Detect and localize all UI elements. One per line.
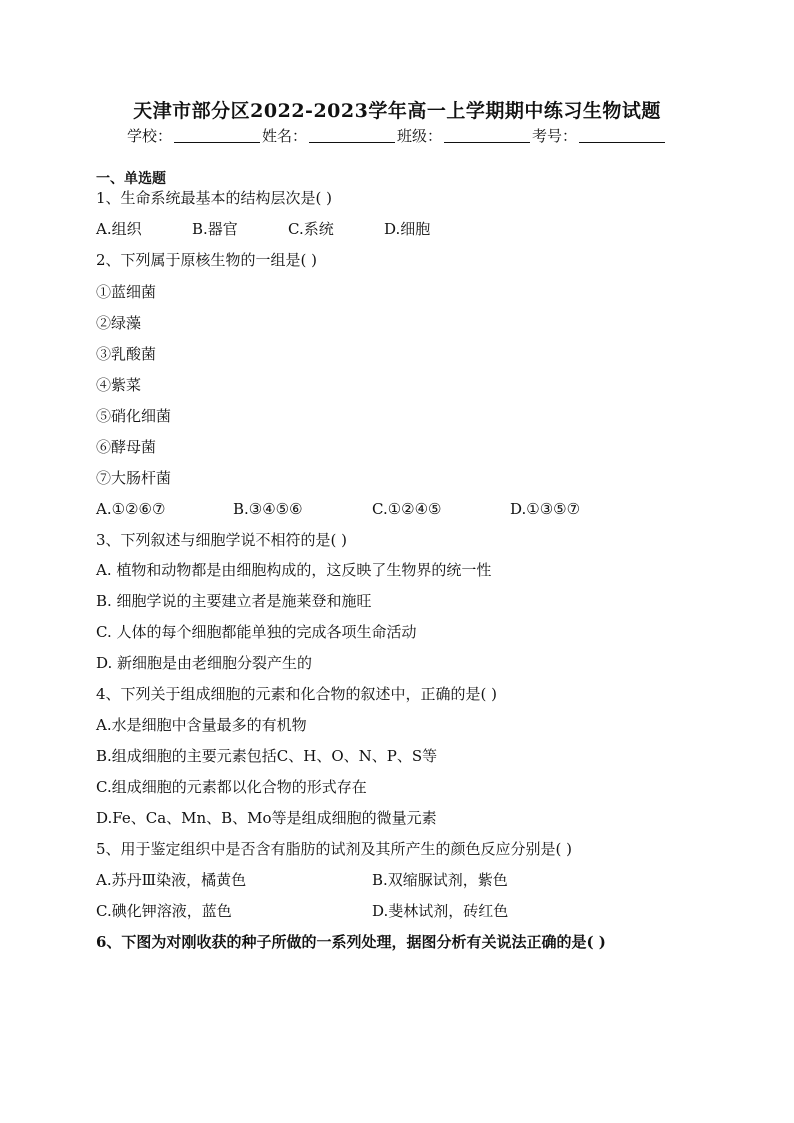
name-blank[interactable] (309, 128, 395, 143)
q2-item-1: ①蓝细菌 (96, 283, 157, 301)
q5-option-d: D.斐林试剂，砖红色 (372, 902, 509, 920)
q4-option-a: A.水是细胞中含量最多的有机物 (96, 716, 307, 734)
section-title: 一、单选题 (96, 171, 166, 187)
q2-option-a: A.①②⑥⑦ (96, 500, 166, 518)
question-3-stem: 3、下列叙述与细胞学说不相符的是( ) (96, 531, 348, 549)
q2-item-7: ⑦大肠杆菌 (96, 469, 172, 487)
exam-no-blank[interactable] (579, 128, 665, 143)
school-blank[interactable] (174, 128, 260, 143)
q2-item-2: ②绿藻 (96, 314, 142, 332)
q2-option-d: D.①③⑤⑦ (510, 500, 581, 518)
question-1-stem: 1、生命系统最基本的结构层次是( ) (96, 189, 333, 207)
question-2-stem: 2、下列属于原核生物的一组是( ) (96, 251, 318, 269)
q1-option-b: B.器官 (192, 220, 238, 238)
q3-option-b: B. 细胞学说的主要建立者是施莱登和施旺 (96, 592, 372, 610)
question-6-stem: 6、下图为对刚收获的种子所做的一系列处理，据图分析有关说法正确的是( ) (96, 933, 606, 951)
q2-option-b: B.③④⑤⑥ (233, 500, 303, 518)
q1-option-c: C.系统 (288, 220, 334, 238)
class-blank[interactable] (444, 128, 530, 143)
q5-option-c: C.碘化钾溶液，蓝色 (96, 902, 232, 920)
class-label: 班级： (397, 127, 443, 145)
question-5-stem: 5、用于鉴定组织中是否含有脂肪的试剂及其所产生的颜色反应分别是( ) (96, 840, 573, 858)
q2-option-c: C.①②④⑤ (372, 500, 442, 518)
q5-option-a: A.苏丹Ⅲ染液，橘黄色 (96, 871, 247, 889)
school-label: 学校： (126, 127, 172, 145)
q1-option-d: D.细胞 (384, 220, 431, 238)
q4-option-b: B.组成细胞的主要元素包括C、H、O、N、P、S等 (96, 747, 438, 765)
q3-option-a: A. 植物和动物都是由细胞构成的，这反映了生物界的统一性 (96, 561, 492, 579)
q4-option-c: C.组成细胞的元素都以化合物的形式存在 (96, 778, 367, 796)
q2-item-6: ⑥酵母菌 (96, 438, 157, 456)
q4-option-d: D.Fe、Ca、Mn、B、Mo等是组成细胞的微量元素 (96, 809, 437, 827)
q5-option-b: B.双缩脲试剂，紫色 (372, 871, 508, 889)
q2-item-4: ④紫菜 (96, 376, 142, 394)
exam-no-label: 考号： (532, 127, 578, 145)
q1-option-a: A.组织 (96, 220, 142, 238)
name-label: 姓名： (261, 127, 307, 145)
student-info-line (0, 125, 794, 146)
exam-title: 天津市部分区2022-2023学年高一上学期期中练习生物试题 (133, 100, 661, 122)
q2-item-3: ③乳酸菌 (96, 345, 157, 363)
q2-item-5: ⑤硝化细菌 (96, 407, 172, 425)
q3-option-c: C. 人体的每个细胞都能单独的完成各项生命活动 (96, 623, 417, 641)
question-4-stem: 4、下列关于组成细胞的元素和化合物的叙述中，正确的是( ) (96, 685, 498, 703)
q3-option-d: D. 新细胞是由老细胞分裂产生的 (96, 654, 313, 672)
